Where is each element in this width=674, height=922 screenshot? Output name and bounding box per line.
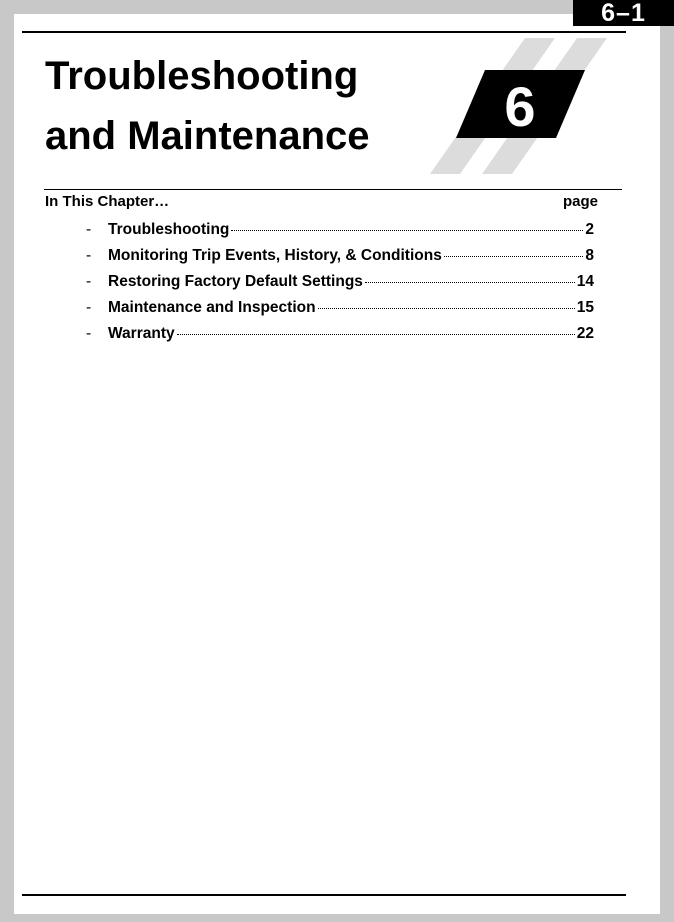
- toc-entry-page: 8: [585, 247, 594, 264]
- list-bullet: -: [86, 273, 92, 290]
- bottom-rule: [22, 894, 626, 896]
- toc-entry[interactable]: [0, 297, 674, 323]
- toc-entry-page: 2: [585, 221, 594, 238]
- table-of-contents: [0, 219, 674, 349]
- toc-entry-label: Restoring Factory Default Settings: [108, 273, 363, 290]
- toc-entry-page: 14: [576, 273, 594, 290]
- toc-header: [45, 193, 598, 211]
- chapter-title-line-1: Troubleshooting: [45, 54, 359, 98]
- dot-leader: [365, 282, 575, 283]
- toc-entry-label: Troubleshooting: [108, 221, 230, 238]
- chapter-number: 6: [504, 75, 536, 138]
- toc-entry-label: Monitoring Trip Events, History, & Conditions: [108, 247, 442, 264]
- dot-leader: [444, 256, 584, 257]
- list-bullet: -: [86, 299, 92, 316]
- list-bullet: -: [86, 325, 92, 342]
- chapter-title-line-2: and Maintenance: [45, 114, 370, 158]
- toc-page-column-label: page: [562, 193, 598, 210]
- dot-leader: [177, 334, 575, 335]
- top-rule: [22, 31, 626, 33]
- toc-entry-page: 15: [576, 299, 594, 316]
- toc-entry[interactable]: [0, 245, 674, 271]
- chapter-title: [45, 46, 370, 166]
- toc-entry-page: 22: [576, 325, 594, 342]
- toc-entry-label: Warranty: [108, 325, 175, 342]
- chapter-number-badge: [430, 36, 615, 176]
- page-number-tab: 6–1: [573, 0, 674, 26]
- toc-entry-label: Maintenance and Inspection: [108, 299, 316, 316]
- dot-leader: [231, 230, 583, 231]
- section-rule: [44, 189, 622, 190]
- toc-entry[interactable]: [0, 323, 674, 349]
- list-bullet: -: [86, 221, 92, 238]
- dot-leader: [318, 308, 575, 309]
- toc-entry[interactable]: [0, 271, 674, 297]
- list-bullet: -: [86, 247, 92, 264]
- toc-entry[interactable]: [0, 219, 674, 245]
- toc-header-label: In This Chapter…: [45, 193, 170, 210]
